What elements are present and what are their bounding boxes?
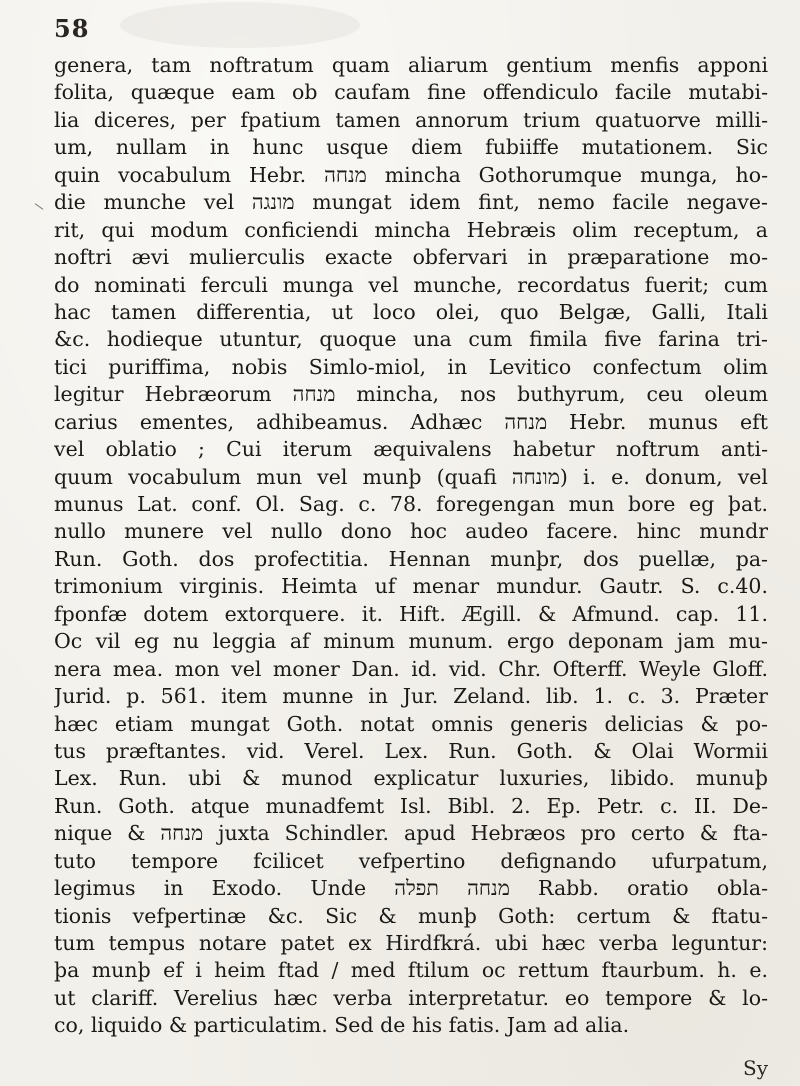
text-line: &c. hodieque utuntur, quoque una cum fimila five farina tri-: [54, 327, 768, 352]
text-line: Run. Goth. dos profectitia. Hennan munþr, dos puellæ, pa-: [54, 546, 768, 571]
text-line: hæc etiam mungat Goth. notat omnis generis delicias & po-: [54, 711, 768, 736]
text-line: tionis vefpertinæ &c. Sic & munþ Goth: certum & ftatu-: [54, 903, 768, 928]
text-line: tici puriffima, nobis Simlo-miol, in Levitico confectum olim: [54, 354, 768, 379]
text-line: carius ementes, adhibeamus. Adhæc מנחה Hebr. munus eft: [54, 409, 768, 434]
page-number: 58: [54, 14, 90, 43]
margin-mark: [35, 203, 44, 210]
text-line: Jurid. p. 561. item munne in Jur. Zeland. lib. 1. c. 3. Præter: [54, 684, 768, 709]
text-line: lia diceres, per fpatium tamen annorum trium quatuorve milli-: [54, 107, 768, 132]
text-line: do nominati ferculi munga vel munche, recordatus fuerit; cum: [54, 272, 768, 297]
text-line: folita, quæque eam ob caufam fine offendiculo facile mutabi-: [54, 80, 768, 105]
text-line: co, liquido & particulatim. Sed de his fatis. Jam ad alia.: [54, 1013, 630, 1038]
text-line: nera mea. mon vel moner Dan. id. vid. Chr. Ofterff. Weyle Gloff.: [54, 656, 768, 681]
text-line: nullo munere vel nullo dono hoc audeo facere. hinc mundr: [54, 519, 768, 544]
text-line: rit, qui modum conficiendi mincha Hebræis olim receptum, a: [54, 217, 768, 242]
text-line: trimonium virginis. Heimta uf menar mundur. Gautr. S. c.40.: [54, 574, 768, 599]
text-line: um, nullam in hunc usque diem fubiiffe mutationem. Sic: [54, 135, 768, 160]
text-line: ut clariff. Verelius hæc verba interpretatur. eo tempore & lo-: [54, 985, 768, 1010]
paper-stain: [120, 2, 360, 48]
text-line: Run. Goth. atque munadfemt Isl. Bibl. 2. Ep. Petr. c. II. De-: [54, 793, 768, 818]
text-line: Lex. Run. ubi & munod explicatur luxuries, libido. munuþ: [54, 766, 768, 791]
text-line: hac tamen differentia, ut loco olei, quo Belgæ, Galli, Itali: [54, 299, 768, 324]
text-line: þa munþ ef i heim ftad / med ftilum oc rettum ftaurbum. h. e.: [54, 958, 768, 983]
text-line: quin vocabulum Hebr. מנחה mincha Gothorumque munga, ho-: [54, 162, 768, 187]
catchword: Sy: [743, 1056, 768, 1080]
text-line: nique & מנחה juxta Schindler. apud Hebræos pro certo & fta-: [54, 821, 768, 846]
text-line: tus præftantes. vid. Verel. Lex. Run. Goth. & Olai Wormii: [54, 738, 768, 763]
text-line: fponfæ dotem extorquere. it. Hift. Ægill. & Afmund. cap. 11.: [54, 601, 768, 626]
text-line: munus Lat. conf. Ol. Sag. c. 78. foregengan mun bore eg þat.: [54, 492, 768, 516]
body-text: [54, 52, 768, 1040]
text-line: vel oblatio ; Cui iterum æquivalens habetur noftrum anti-: [54, 437, 768, 462]
text-line: legimus in Exodo. Unde מנחה תפלה Rabb. oratio obla-: [54, 876, 768, 901]
text-line: noftri ævi mulierculis exacte obfervari in præparatione mo-: [54, 245, 768, 270]
text-line: die munche vel מונגה mungat idem fint, nemo facile negave-: [54, 190, 768, 215]
text-line: legitur Hebræorum מנחה mincha, nos buthyrum, ceu oleum: [54, 382, 768, 407]
text-line: genera, tam noftratum quam aliarum gentium menfis apponi: [54, 53, 768, 77]
text-line: quum vocabulum mun vel munþ (quafi מונחה) i. e. donum, vel: [54, 464, 768, 489]
text-line: tuto tempore fcilicet vefpertino defignando ufurpatum,: [54, 848, 768, 873]
text-line: tum tempus notare patet ex Hirdfkrá. ubi hæc verba leguntur:: [54, 931, 768, 955]
text-line: Oc vil eg nu leggia af minum munum. ergo deponam jam mu-: [54, 629, 768, 654]
